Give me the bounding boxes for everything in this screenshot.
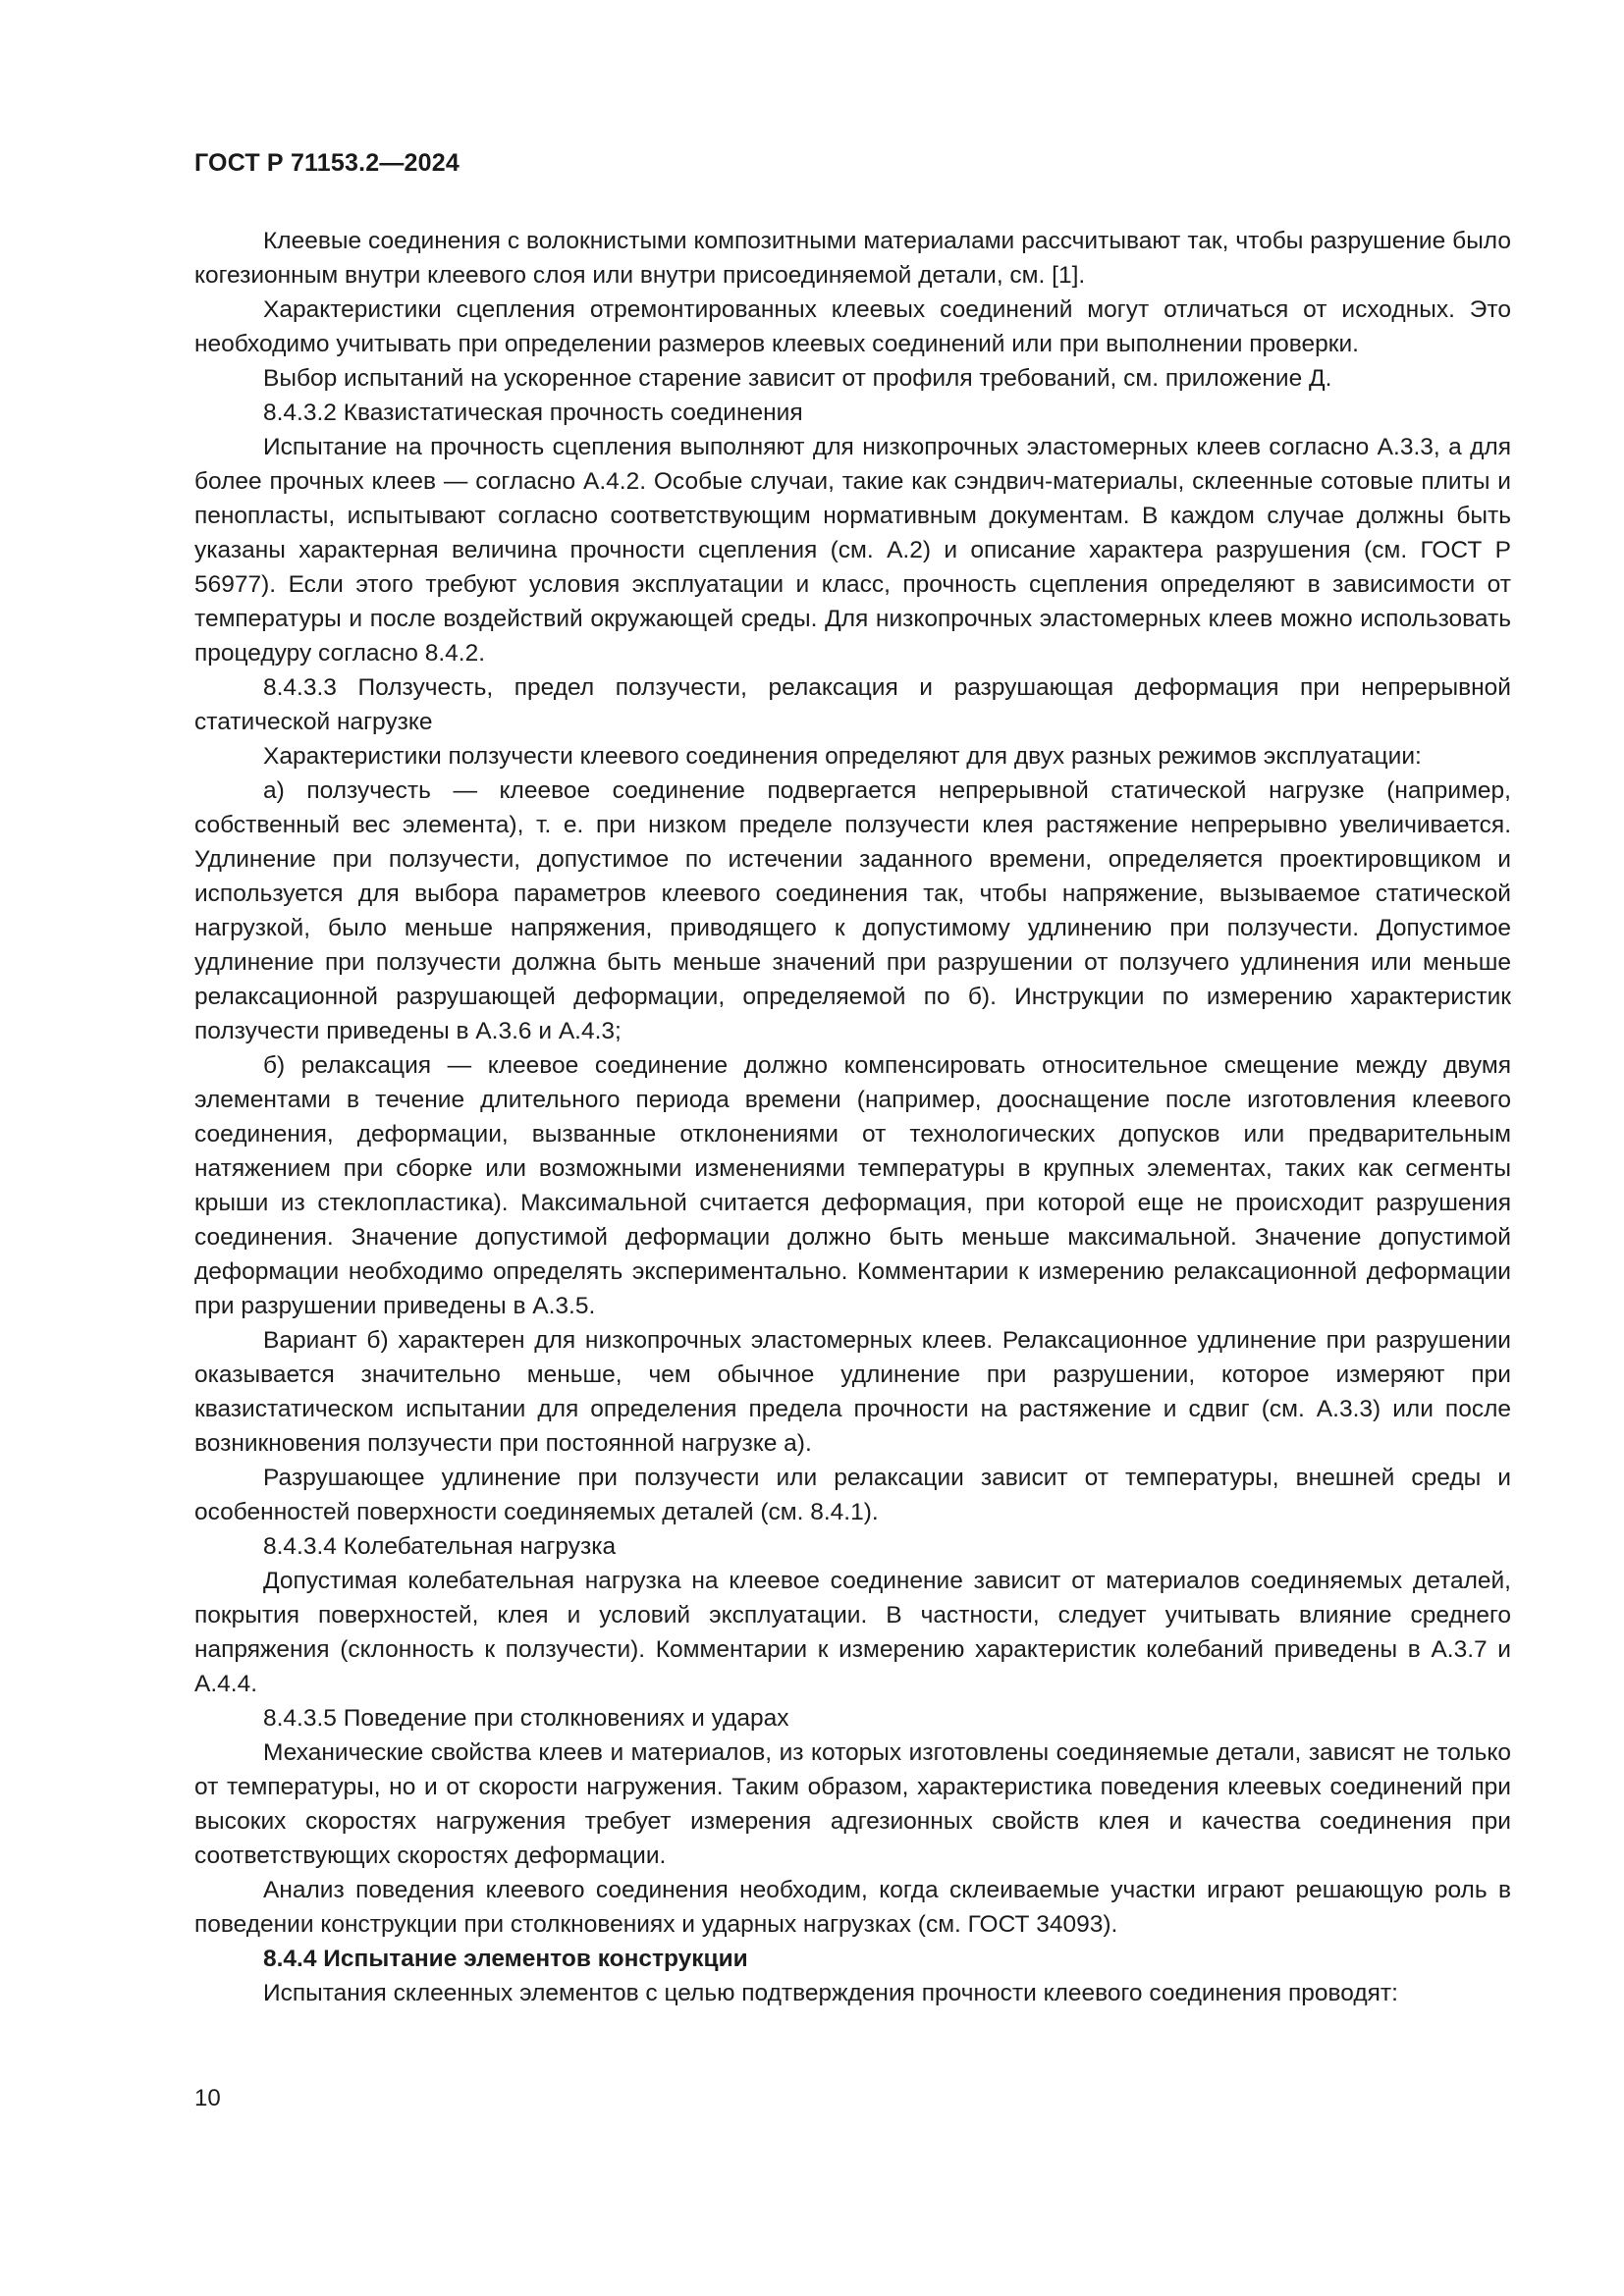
paragraph: Характеристики сцепления отремонтированных клеевых соединений могут отличаться от исходных. Это необходимо учитывать при определении размеров клеевых соединений или при выполнении проверки. <box>194 296 1511 357</box>
section-heading-8-4-3-2: 8.4.3.2 Квазистатическая прочность соединения <box>263 400 803 426</box>
paragraph: Клеевые соединения с волокнистыми композитными материалами рассчитывают так, чтобы разрушение было когезионным внутри клеевого слоя или внутри присоединяемой детали, см. [1]. <box>194 228 1511 289</box>
section-heading-8-4-3-3: 8.4.3.3 Ползучесть, предел ползучести, релаксация и разрушающая деформация при непрерывной статической нагрузке <box>194 674 1511 735</box>
section-heading-8-4-4: 8.4.4 Испытание элементов конструкции <box>263 1946 748 1972</box>
paragraph: Испытания склеенных элементов с целью подтверждения прочности клеевого соединения проводят: <box>263 1980 1398 2006</box>
list-item-a: а) ползучесть — клеевое соединение подвергается непрерывной статической нагрузке (например, собственный вес элемента), т. е. при низком пределе ползучести клея растяжение непрерывно увеличивается. Удлинение при ползучести, допустимое по истечении заданного времени, определяется проектировщиком и используется для выбора параметров клеевого соединения так, чтобы напряжение, вызываемое статической нагрузкой, было меньше напряжения, приводящего к допустимому удлинению при ползучести. Допустимое удлинение при ползучести должна быть меньше значений при разрушении от ползучего удлинения или меньше релаксационной разрушающей деформации, определяемой по б). Инструкции по измерению характеристик ползучести приведены в А.3.6 и А.4.3; <box>194 777 1511 1044</box>
list-item-b: б) релаксация — клеевое соединение должно компенсировать относительное смещение между двумя элементами в течение длительного периода времени (например, дооснащение после изготовления клеевого соединения, деформации, вызванные отклонениями от технологических допусков или предварительным натяжением при сборке или возможными изменениями температуры в крупных элементах, таких как сегменты крыши из стеклопластика). Максимальной считается деформация, при которой еще не происходит разрушения соединения. Значение допустимой деформации должно быть меньше максимальной. Значение допустимой деформации необходимо определять экспериментально. Комментарии к измерению релаксационной деформации при разрушении приведены в А.3.5. <box>194 1052 1511 1319</box>
paragraph: Допустимая колебательная нагрузка на клеевое соединение зависит от материалов соединяемых деталей, покрытия поверхностей, клея и условий эксплуатации. В частности, следует учитывать влияние среднего напряжения (склонность к ползучести). Комментарии к измерению характеристик колебаний приведены в А.3.7 и А.4.4. <box>194 1568 1511 1697</box>
paragraph: Механические свойства клеев и материалов, из которых изготовлены соединяемые детали, зависят не только от температуры, но и от скорости нагружения. Таким образом, характеристика поведения клеевых соединений при высоких скоростях нагружения требует измерения адгезионных свойств клея и качества соединения при соответствующих скоростях деформации. <box>194 1739 1511 1869</box>
paragraph: Характеристики ползучести клеевого соединения определяют для двух разных режимов эксплуатации: <box>263 743 1422 770</box>
paragraph: Разрушающее удлинение при ползучести или релаксации зависит от температуры, внешней среды и особенностей поверхности соединяемых деталей (см. 8.4.1). <box>194 1465 1511 1525</box>
paragraph: Вариант б) характерен для низкопрочных эластомерных клеев. Релаксационное удлинение при разрушении оказывается значительно меньше, чем обычное удлинение при разрушении, которое измеряют при квазистатическом испытании для определения предела прочности на растяжение и сдвиг (см. А.3.3) или после возникновения ползучести при постоянной нагрузке а). <box>194 1327 1511 1457</box>
section-heading-8-4-3-5: 8.4.3.5 Поведение при столкновениях и ударах <box>263 1705 789 1732</box>
section-heading-8-4-3-4: 8.4.3.4 Колебательная нагрузка <box>263 1533 617 1560</box>
paragraph: Испытание на прочность сцепления выполняют для низкопрочных эластомерных клеев согласно А.3.3, а для более прочных клеев — согласно А.4.2. Особые случаи, такие как сэндвич-материалы, склеенные сотовые плиты и пенопласты, испытывают согласно соответствующим нормативным документам. В каждом случае должны быть указаны характерная величина прочности сцепления (см. А.2) и описание характера разрушения (см. ГОСТ Р 56977). Если этого требуют условия эксплуатации и класс, прочность сцепления определяют в зависимости от температуры и после воздействий окружающей среды. Для низкопрочных эластомерных клеев можно использовать процедуру согласно 8.4.2. <box>194 434 1511 667</box>
paragraph: Анализ поведения клеевого соединения необходим, когда склеиваемые участки играют решающую роль в поведении конструкции при столкновениях и ударных нагрузках (см. ГОСТ 34093). <box>194 1877 1511 1938</box>
paragraph: Выбор испытаний на ускоренное старение зависит от профиля требований, см. приложение Д. <box>263 365 1332 392</box>
document-header: ГОСТ Р 71153.2—2024 <box>194 149 460 177</box>
page-number: 10 <box>194 2085 221 2111</box>
body-text <box>194 224 1511 2010</box>
